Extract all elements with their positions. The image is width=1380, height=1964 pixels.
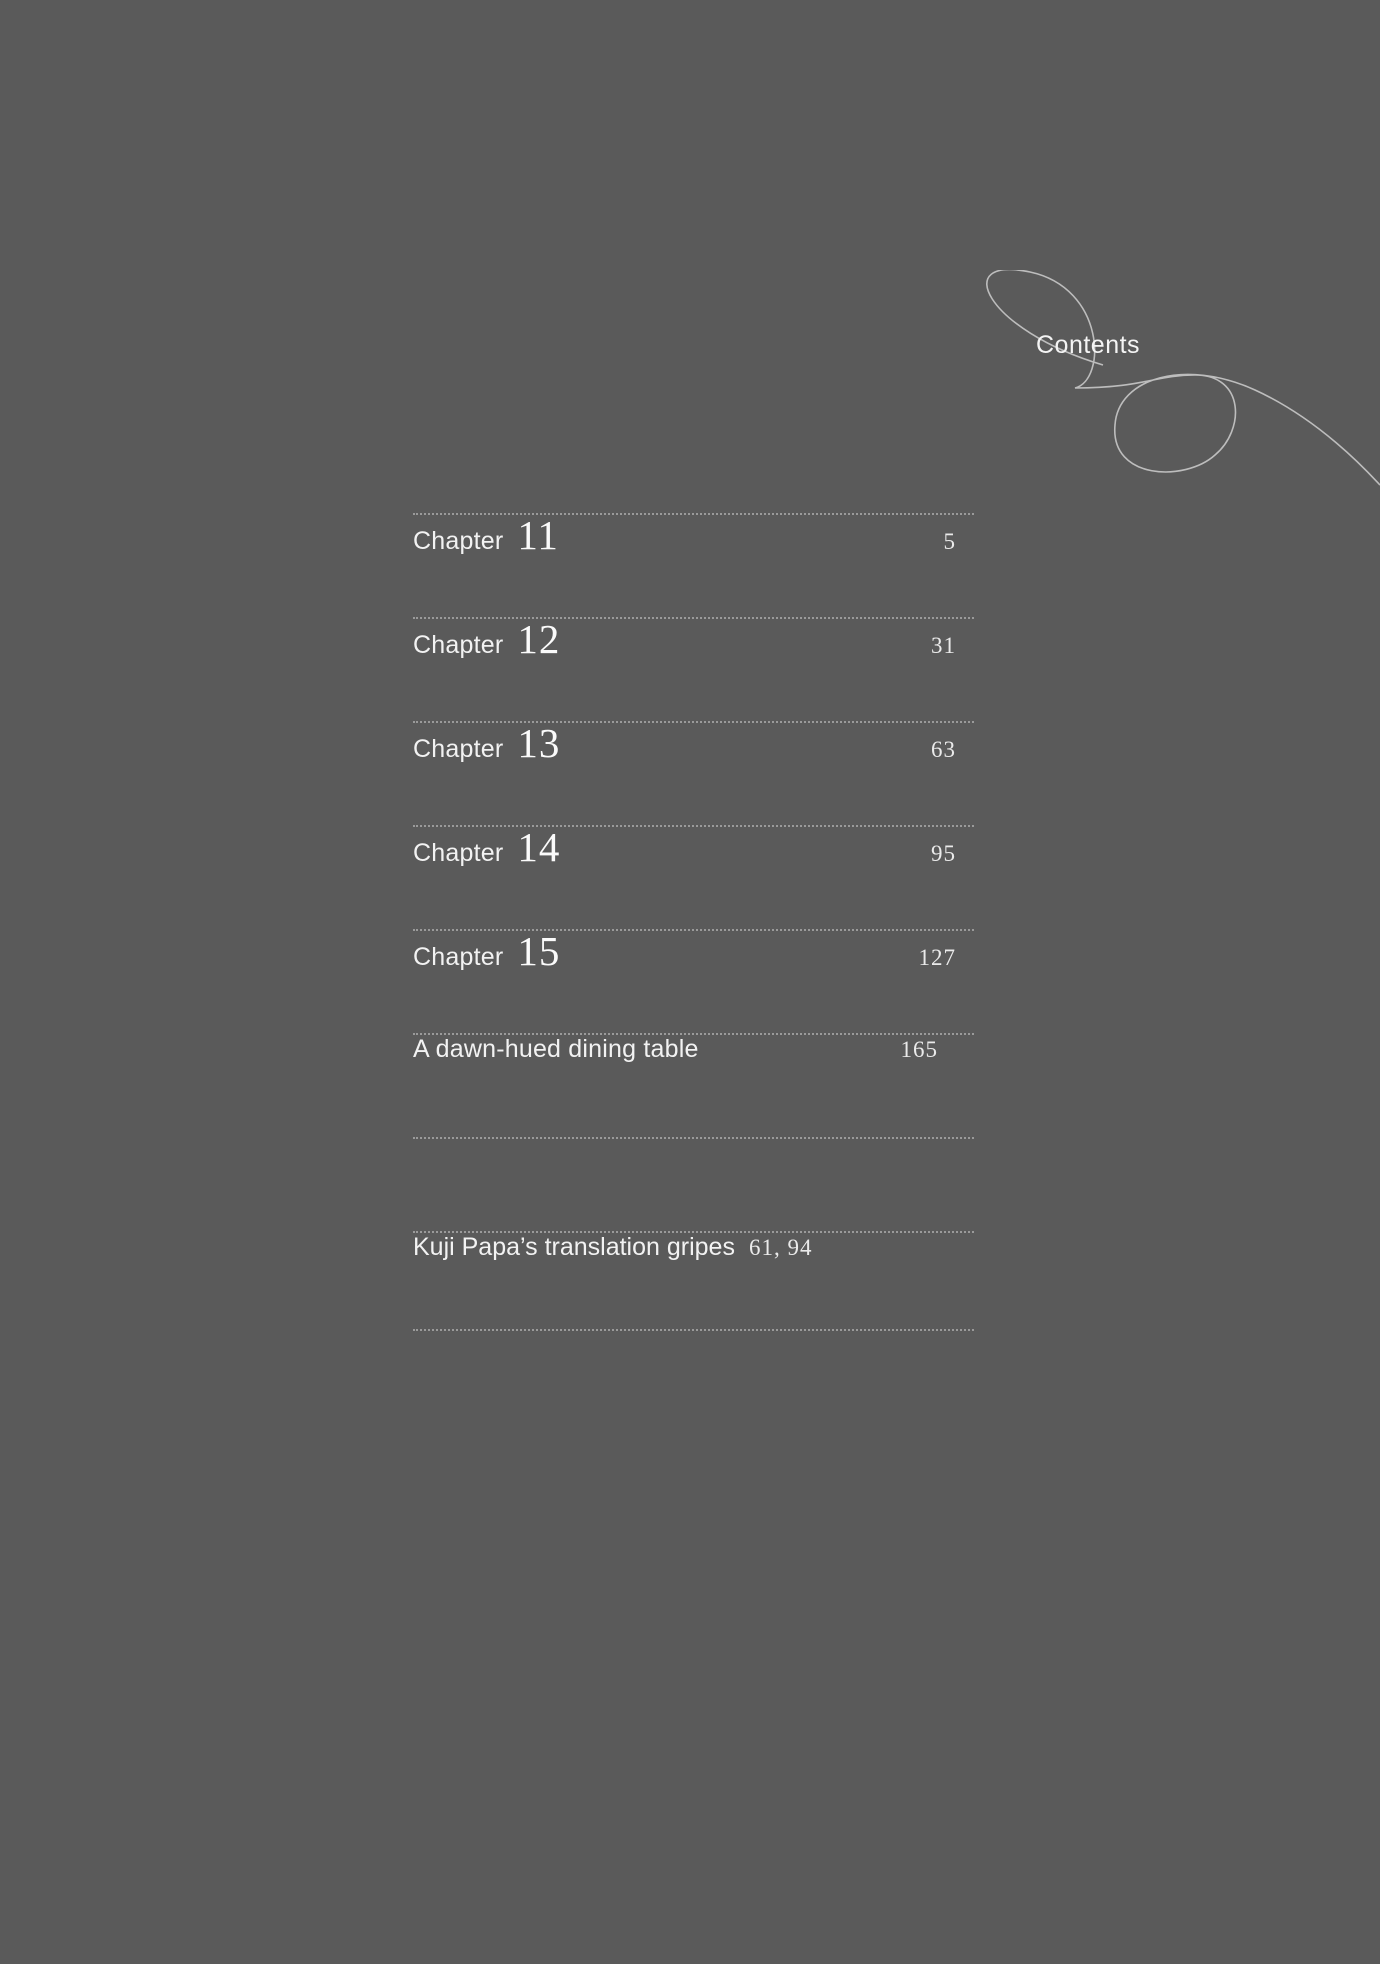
table-of-contents — [413, 513, 974, 1331]
section-gap — [413, 1139, 974, 1231]
toc-entry-dining-table[interactable] — [413, 1035, 974, 1137]
toc-entry-label: Chapter — [413, 839, 504, 867]
toc-entry-chapter-14[interactable] — [413, 824, 974, 929]
toc-entry-label: Kuji Papa’s translation gripes — [413, 1233, 735, 1261]
toc-entry-chapter-13[interactable] — [413, 720, 974, 825]
toc-entry-page: 31 — [931, 633, 956, 658]
toc-entry-number: 14 — [517, 824, 561, 870]
toc-entry-label: A dawn-hued dining table — [413, 1035, 699, 1063]
toc-entry-label: Chapter — [413, 943, 504, 971]
toc-entry-chapter-11[interactable] — [413, 512, 974, 617]
toc-entry-page: 127 — [918, 945, 956, 970]
toc-entry-page: 63 — [931, 737, 956, 762]
toc-entry-number: 13 — [517, 720, 561, 766]
toc-entry-label: Chapter — [413, 527, 504, 555]
toc-entry-page: 61, 94 — [748, 1235, 813, 1260]
toc-entry-chapter-15[interactable] — [413, 928, 974, 1033]
toc-entry-number: 15 — [517, 928, 561, 974]
toc-entry-chapter-12[interactable] — [413, 616, 974, 721]
page-title: Contents — [1036, 331, 1141, 359]
toc-entry-page: 5 — [943, 529, 956, 554]
divider — [413, 1329, 974, 1331]
toc-entry-number: 12 — [517, 616, 561, 662]
toc-entry-label: Chapter — [413, 735, 504, 763]
decorative-swirl-line — [955, 270, 1380, 600]
toc-entry-number: 11 — [517, 512, 559, 558]
toc-entry-page: 95 — [931, 841, 956, 866]
toc-entry-translation-gripes[interactable] — [413, 1233, 974, 1329]
toc-entry-page: 165 — [900, 1037, 938, 1062]
toc-entry-label: Chapter — [413, 631, 504, 659]
